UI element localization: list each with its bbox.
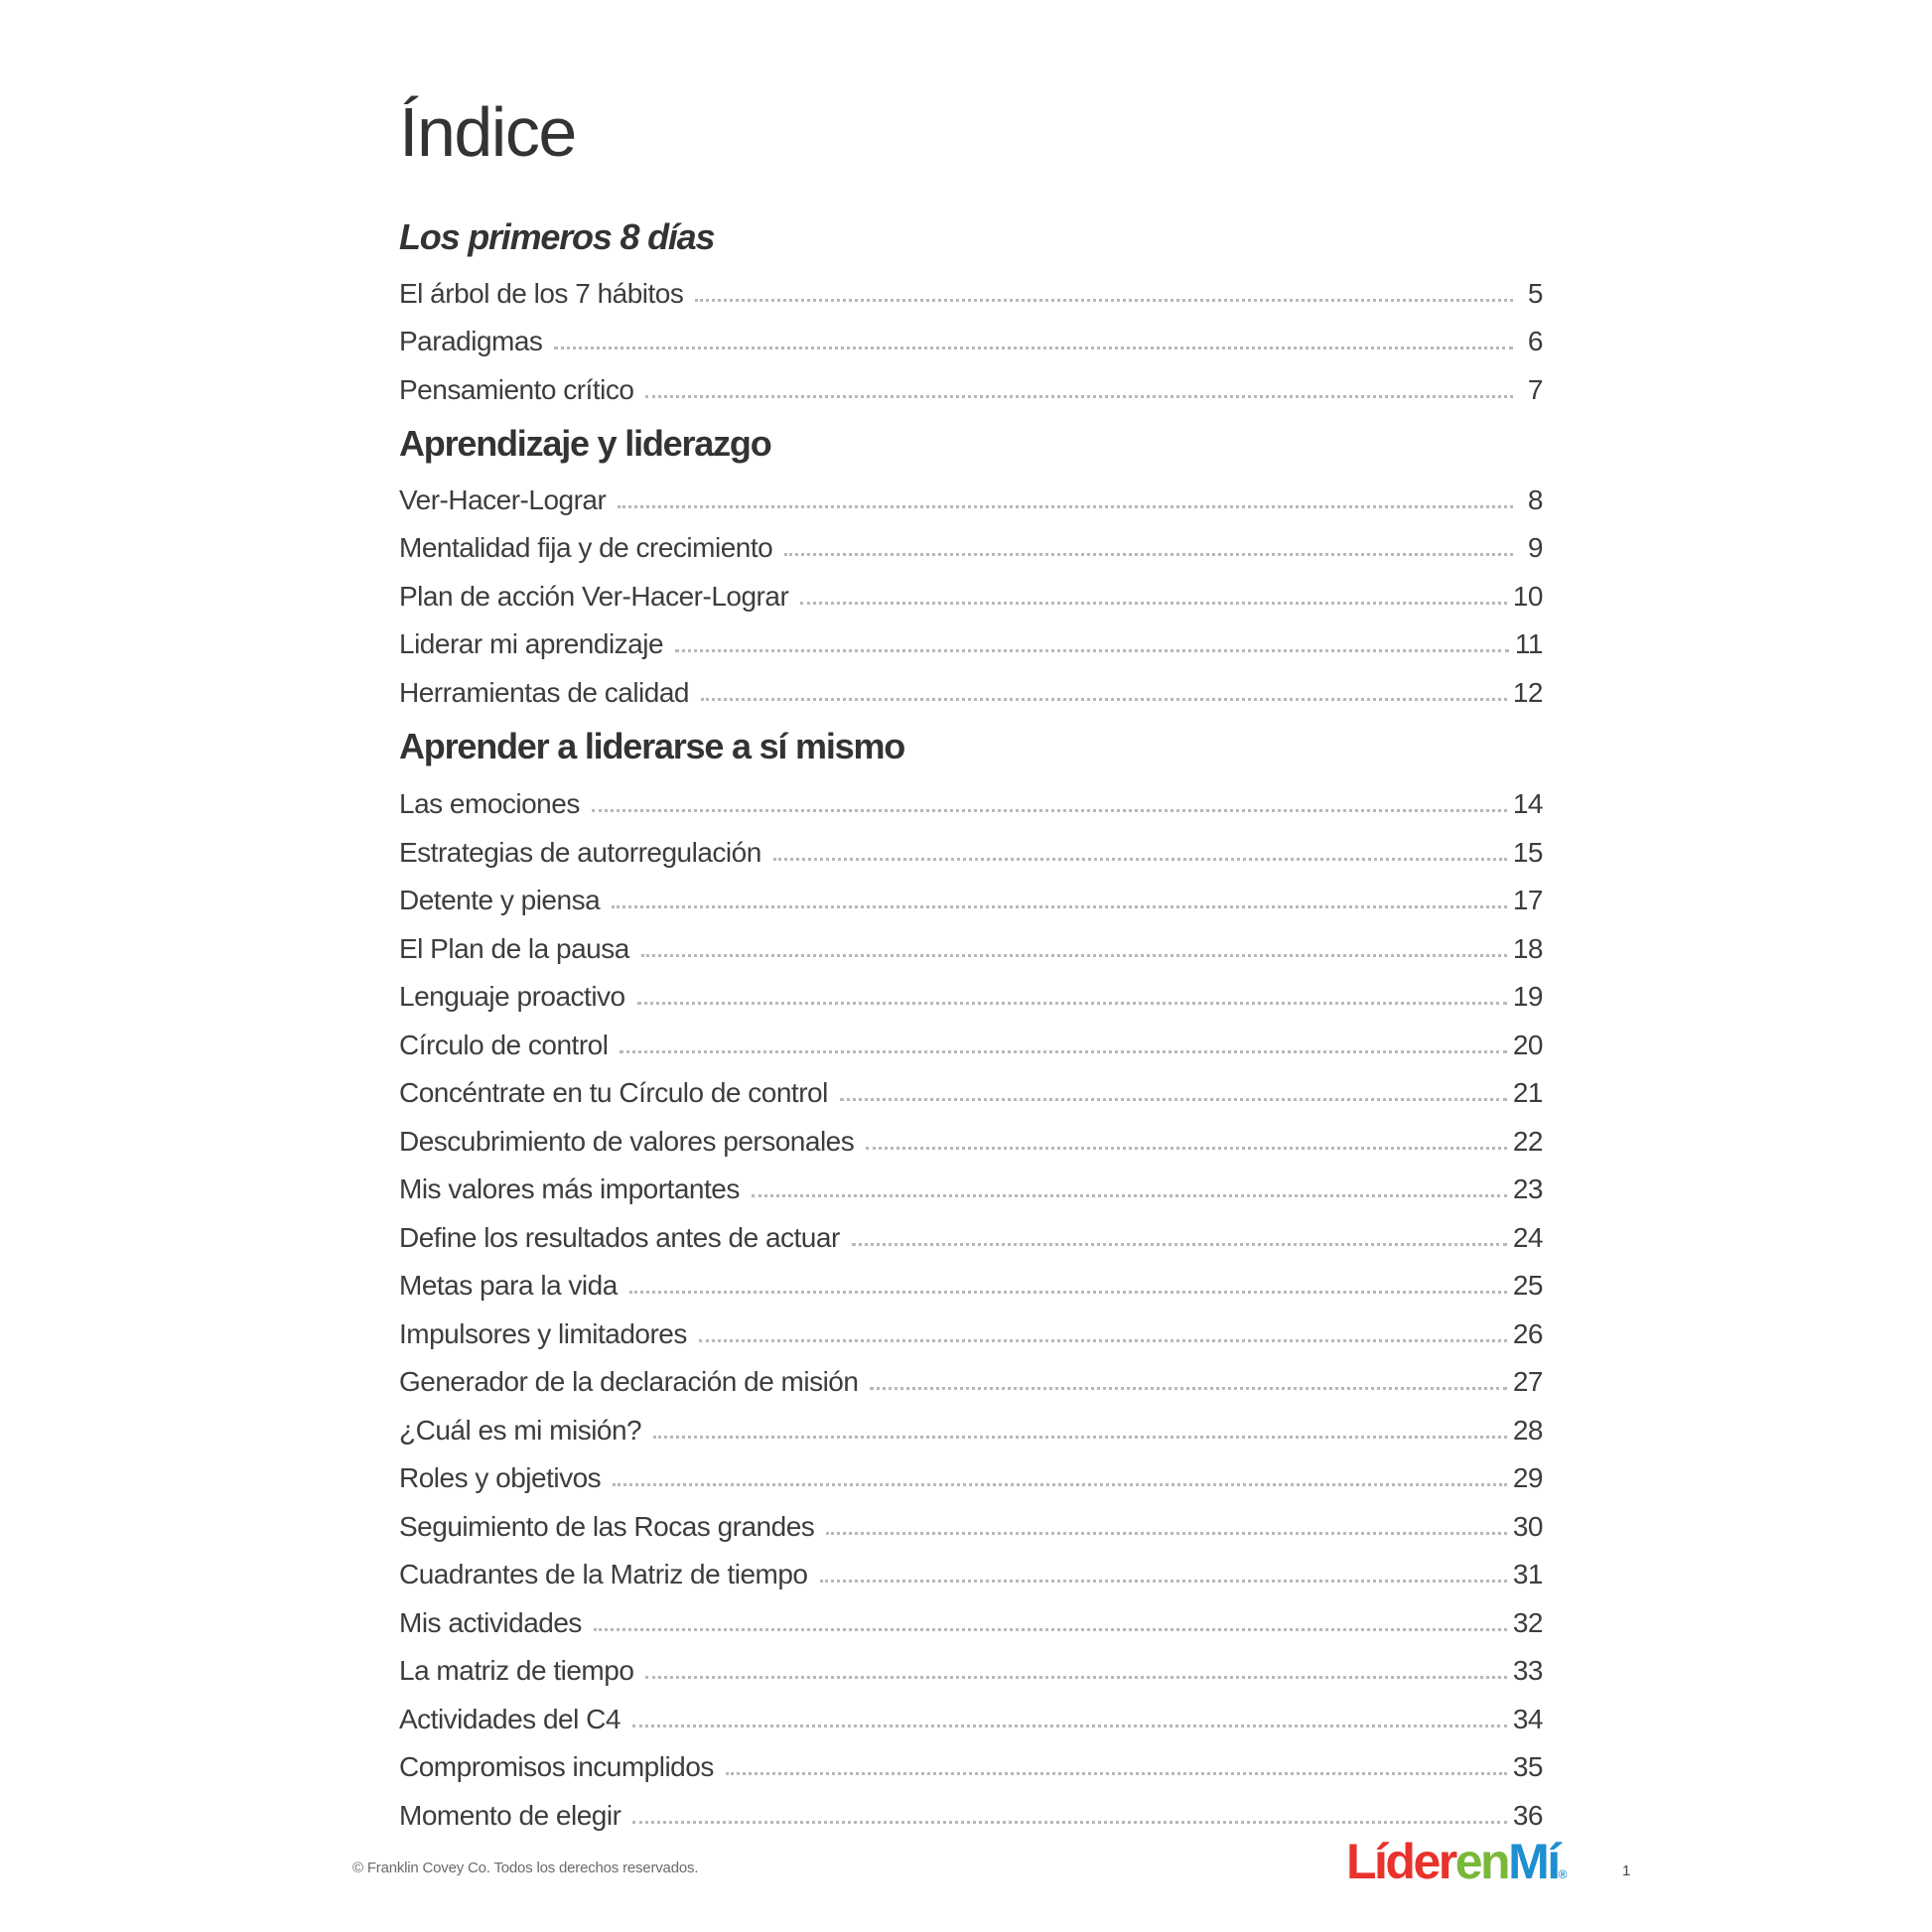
- toc-entry[interactable]: [399, 923, 1543, 963]
- registered-mark: ®: [1558, 1867, 1568, 1881]
- dot-leader: [618, 505, 1513, 508]
- toc-entry[interactable]: [399, 1164, 1543, 1203]
- toc-entry-title: Paradigmas: [399, 326, 543, 356]
- toc-entry[interactable]: [399, 1790, 1543, 1830]
- toc-entry-page: 34: [1512, 1704, 1543, 1734]
- toc-entry-page: 12: [1512, 677, 1543, 708]
- dot-leader: [612, 905, 1507, 908]
- toc-entry-title: Concéntrate en tu Círculo de control: [399, 1077, 828, 1108]
- dot-leader: [726, 1772, 1507, 1775]
- toc-entry[interactable]: [399, 827, 1543, 867]
- toc-entry[interactable]: [399, 875, 1543, 914]
- lider-en-mi-logo: [1346, 1834, 1568, 1889]
- toc-entry[interactable]: [399, 1549, 1543, 1588]
- toc-entry-page: 22: [1512, 1126, 1543, 1157]
- toc-entry[interactable]: [399, 475, 1543, 514]
- dot-leader: [675, 649, 1509, 652]
- toc-entry-title: Actividades del C4: [399, 1704, 621, 1734]
- toc-entry[interactable]: [399, 1067, 1543, 1107]
- toc-entry[interactable]: [399, 1597, 1543, 1637]
- dot-leader: [554, 346, 1513, 349]
- toc-entry[interactable]: [399, 1694, 1543, 1733]
- toc-entry[interactable]: [399, 364, 1543, 404]
- logo-word-mi: Mí: [1508, 1834, 1559, 1889]
- toc-entry[interactable]: [399, 619, 1543, 658]
- toc-entry-page: 26: [1512, 1318, 1543, 1349]
- dot-leader: [870, 1387, 1506, 1390]
- toc-entry-title: Ver-Hacer-Lograr: [399, 484, 607, 515]
- section-heading-primeros-dias: Los primeros 8 días: [399, 216, 715, 257]
- dot-leader: [800, 602, 1507, 605]
- toc-entry-title: Lenguaje proactivo: [399, 981, 625, 1012]
- toc-entry[interactable]: [399, 1309, 1543, 1348]
- toc-entry-title: Cuadrantes de la Matriz de tiempo: [399, 1559, 808, 1589]
- toc-entry-title: Detente y piensa: [399, 885, 601, 915]
- toc-entry-title: Círculo de control: [399, 1030, 609, 1060]
- toc-entry-page: 23: [1512, 1173, 1543, 1204]
- dot-leader: [620, 1050, 1506, 1053]
- toc-entry-page: 6: [1527, 326, 1543, 356]
- section-heading-aprendizaje-liderazgo: Aprendizaje y liderazgo: [399, 423, 771, 464]
- toc-entry-page: 24: [1512, 1222, 1543, 1253]
- toc-entry[interactable]: [399, 522, 1543, 562]
- toc-entry-title: Mentalidad fija y de crecimiento: [399, 532, 773, 563]
- toc-entry[interactable]: [399, 1501, 1543, 1541]
- dot-leader: [752, 1194, 1507, 1197]
- toc-entry-title: Momento de elegir: [399, 1800, 621, 1831]
- toc-entry-page: 21: [1512, 1077, 1543, 1108]
- dot-leader: [826, 1532, 1507, 1535]
- toc-entry-page: 36: [1512, 1800, 1543, 1831]
- dot-leader: [773, 858, 1507, 861]
- toc-entry-page: 29: [1512, 1462, 1543, 1493]
- toc-entry-page: 8: [1527, 484, 1543, 515]
- toc-entry[interactable]: [399, 778, 1543, 818]
- toc-entry-title: Plan de acción Ver-Hacer-Lograr: [399, 581, 789, 612]
- toc-entry-title: Seguimiento de las Rocas grandes: [399, 1511, 815, 1542]
- toc-entry-page: 11: [1514, 628, 1543, 659]
- dot-leader: [653, 1436, 1507, 1439]
- toc-entry-title: Estrategias de autorregulación: [399, 837, 761, 868]
- page-title: Índice: [399, 93, 576, 171]
- dot-leader: [592, 809, 1507, 812]
- toc-entry-page: 25: [1512, 1270, 1543, 1301]
- page-number: 1: [1622, 1863, 1631, 1879]
- toc-entry[interactable]: [399, 571, 1543, 611]
- toc-entry[interactable]: [399, 1356, 1543, 1396]
- toc-entry-page: 30: [1512, 1511, 1543, 1542]
- toc-entry-page: 28: [1512, 1415, 1543, 1446]
- dot-leader: [699, 1339, 1507, 1342]
- toc-entry[interactable]: [399, 268, 1543, 308]
- toc-entry-title: Roles y objetivos: [399, 1462, 602, 1493]
- toc-entry-page: 17: [1512, 885, 1543, 915]
- toc-entry[interactable]: [399, 1452, 1543, 1492]
- toc-entry-page: 15: [1512, 837, 1543, 868]
- toc-entry-title: Impulsores y limitadores: [399, 1318, 687, 1349]
- toc-entry-title: Las emociones: [399, 788, 580, 819]
- toc-entry[interactable]: [399, 667, 1543, 707]
- dot-leader: [629, 1291, 1507, 1294]
- toc-entry-title: Pensamiento crítico: [399, 374, 634, 405]
- toc-entry-title: Compromisos incumplidos: [399, 1751, 714, 1782]
- dot-leader: [820, 1580, 1507, 1583]
- toc-entry-title: La matriz de tiempo: [399, 1655, 634, 1686]
- toc-entry-title: Mis actividades: [399, 1607, 582, 1638]
- toc-entry[interactable]: [399, 1020, 1543, 1059]
- toc-entry-title: Liderar mi aprendizaje: [399, 628, 664, 659]
- toc-entry-title: Descubrimiento de valores personales: [399, 1126, 855, 1157]
- dot-leader: [594, 1628, 1507, 1631]
- toc-entry[interactable]: [399, 1741, 1543, 1781]
- logo-word-en: en: [1454, 1834, 1509, 1889]
- toc-entry-title: Define los resultados antes de actuar: [399, 1222, 840, 1253]
- logo-word-lider: Líder: [1346, 1834, 1455, 1889]
- toc-entry-title: Mis valores más importantes: [399, 1173, 740, 1204]
- toc-entry-title: Metas para la vida: [399, 1270, 618, 1301]
- dot-leader: [645, 395, 1513, 398]
- dot-leader: [613, 1483, 1507, 1486]
- dot-leader: [632, 1821, 1506, 1824]
- toc-entry-title: Generador de la declaración de misión: [399, 1366, 859, 1397]
- dot-leader: [866, 1147, 1507, 1150]
- toc-entry-page: 10: [1512, 581, 1543, 612]
- dot-leader: [645, 1676, 1506, 1679]
- toc-entry-title: El Plan de la pausa: [399, 933, 629, 964]
- toc-entry[interactable]: [399, 316, 1543, 355]
- toc-entry-page: 35: [1512, 1751, 1543, 1782]
- dot-leader: [632, 1725, 1507, 1727]
- toc-entry-page: 27: [1512, 1366, 1543, 1397]
- toc-entry-page: 20: [1512, 1030, 1543, 1060]
- toc-entry-title: ¿Cuál es mi misión?: [399, 1415, 642, 1446]
- toc-entry-page: 5: [1527, 278, 1543, 309]
- toc-entry[interactable]: [399, 1116, 1543, 1156]
- dot-leader: [641, 954, 1507, 957]
- toc-entry-page: 14: [1512, 788, 1543, 819]
- dot-leader: [701, 698, 1507, 701]
- dot-leader: [637, 1002, 1507, 1005]
- toc-entry-page: 32: [1512, 1607, 1543, 1638]
- section-heading-liderarse-a-si-mismo: Aprender a liderarse a sí mismo: [399, 726, 905, 766]
- toc-entry-page: 33: [1512, 1655, 1543, 1686]
- dot-leader: [852, 1243, 1507, 1246]
- dot-leader: [840, 1098, 1507, 1101]
- toc-entry-title: El árbol de los 7 hábitos: [399, 278, 684, 309]
- toc-entry-page: 18: [1512, 933, 1543, 964]
- toc-entry-page: 31: [1512, 1559, 1543, 1589]
- toc-entry-title: Herramientas de calidad: [399, 677, 689, 708]
- copyright-notice: © Franklin Covey Co. Todos los derechos reservados.: [352, 1860, 699, 1876]
- dot-leader: [784, 553, 1513, 556]
- toc-entry-page: 7: [1527, 374, 1543, 405]
- toc-entry[interactable]: [399, 1645, 1543, 1685]
- toc-entry[interactable]: [399, 1260, 1543, 1300]
- toc-entry[interactable]: [399, 971, 1543, 1011]
- toc-entry[interactable]: [399, 1405, 1543, 1445]
- toc-entry-page: 19: [1512, 981, 1543, 1012]
- toc-entry[interactable]: [399, 1212, 1543, 1252]
- toc-entry-page: 9: [1527, 532, 1543, 563]
- dot-leader: [695, 299, 1513, 302]
